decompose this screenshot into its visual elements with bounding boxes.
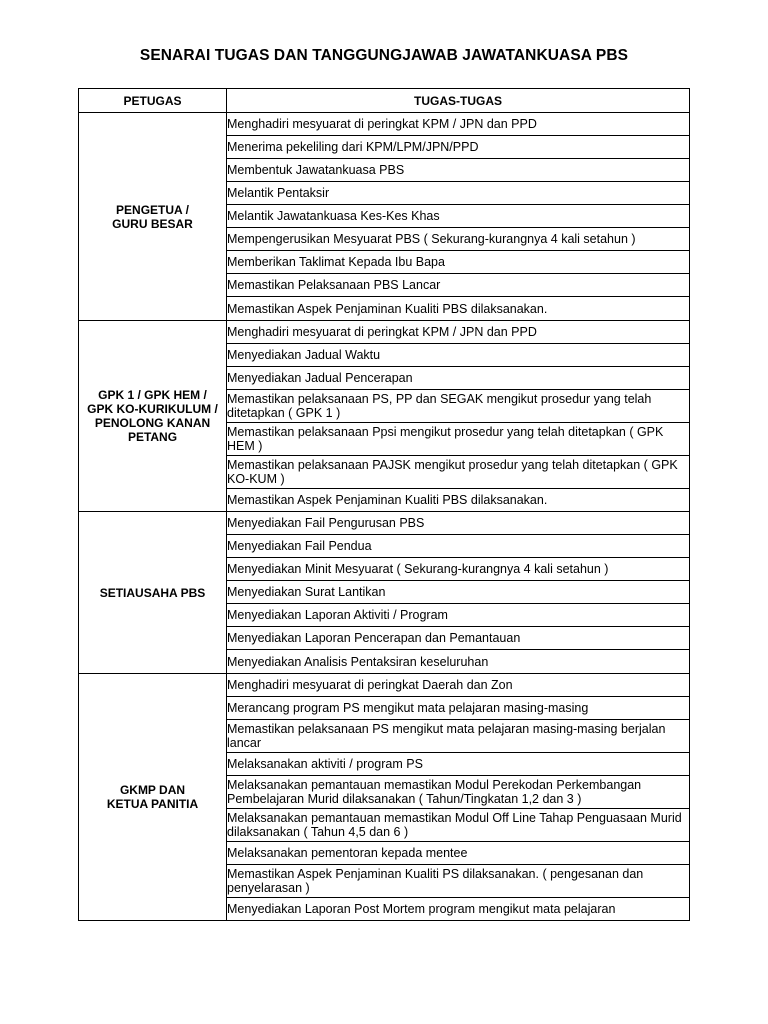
task-cell: Menerima pekeliling dari KPM/LPM/JPN/PPD [227, 136, 690, 159]
task-cell: Memastikan pelaksanaan Ppsi mengikut prosedur yang telah ditetapkan ( GPK HEM ) [227, 423, 690, 456]
task-cell: Memastikan pelaksanaan PS mengikut mata pelajaran masing-masing berjalan lancar [227, 720, 690, 753]
officer-cell [79, 113, 227, 321]
officer-label: GKMP DAN KETUA PANITIA [106, 783, 199, 811]
task-cell: Melaksanakan pemantauan memastikan Modul Perekodan Perkembangan Pembelajaran Murid dilaksanakan ( Tahun/Tingkatan 1,2 dan 3 ) [227, 776, 690, 809]
officer-cell [79, 674, 227, 921]
page-title: SENARAI TUGAS DAN TANGGUNGJAWAB JAWATANKUASA PBS [139, 47, 629, 64]
task-cell: Memastikan pelaksanaan PS, PP dan SEGAK mengikut prosedur yang telah ditetapkan ( GPK 1 ) [227, 390, 690, 423]
task-cell: Menyediakan Surat Lantikan [227, 581, 690, 604]
officer-label: PENGETUA / GURU BESAR [112, 202, 193, 231]
duty-table [78, 88, 690, 921]
task-cell: Melaksanakan pementoran kepada mentee [227, 842, 690, 865]
task-cell: Menyediakan Laporan Post Mortem program mengikut mata pelajaran [227, 898, 690, 921]
header-tasks: TUGAS-TUGAS [227, 89, 690, 113]
task-cell: Melantik Jawatankuasa Kes-Kes Khas [227, 205, 690, 228]
task-cell: Menyediakan Fail Pengurusan PBS [227, 512, 690, 535]
task-cell: Menyediakan Laporan Aktiviti / Program [227, 604, 690, 627]
task-cell: Memberikan Taklimat Kepada Ibu Bapa [227, 251, 690, 274]
task-cell: Menyediakan Minit Mesyuarat ( Sekurang-kurangnya 4 kali setahun ) [227, 558, 690, 581]
table-row [79, 512, 690, 535]
table-header-row [79, 89, 690, 113]
task-cell: Memastikan Aspek Penjaminan Kualiti PS dilaksanakan. ( pengesanan dan penyelarasan ) [227, 865, 690, 898]
task-cell: Memastikan Aspek Penjaminan Kualiti PBS dilaksanakan. [227, 489, 690, 512]
task-cell: Melaksanakan pemantauan memastikan Modul Off Line Tahap Penguasaan Murid dilaksanakan ( Tahun 4,5 dan 6 ) [227, 809, 690, 842]
task-cell: Menghadiri mesyuarat di peringkat KPM / JPN dan PPD [227, 321, 690, 344]
task-cell: Memastikan pelaksanaan PAJSK mengikut prosedur yang telah ditetapkan ( GPK KO-KUM ) [227, 456, 690, 489]
task-cell: Mempengerusikan Mesyuarat PBS ( Sekurang-kurangnya 4 kali setahun ) [227, 228, 690, 251]
table-row [79, 113, 690, 136]
task-cell: Melantik Pentaksir [227, 182, 690, 205]
officer-label: GPK 1 / GPK HEM / GPK KO-KURIKULUM / PENOLONG KANAN PETANG [87, 388, 218, 444]
task-cell: Merancang program PS mengikut mata pelajaran masing-masing [227, 697, 690, 720]
task-cell: Memastikan Pelaksanaan PBS Lancar [227, 274, 690, 297]
table-row [79, 674, 690, 697]
task-cell: Menyediakan Jadual Waktu [227, 344, 690, 367]
officer-cell [79, 321, 227, 512]
table-row [79, 321, 690, 344]
officer-cell [79, 512, 227, 674]
header-officer: PETUGAS [79, 89, 227, 113]
task-cell: Menyediakan Jadual Pencerapan [227, 367, 690, 390]
task-cell: Menyediakan Fail Pendua [227, 535, 690, 558]
task-cell: Menghadiri mesyuarat di peringkat Daerah dan Zon [227, 674, 690, 697]
task-cell: Memastikan Aspek Penjaminan Kualiti PBS dilaksanakan. [227, 297, 690, 321]
task-cell: Menghadiri mesyuarat di peringkat KPM / JPN dan PPD [227, 113, 690, 136]
officer-label: SETIAUSAHA PBS [99, 585, 206, 600]
task-cell: Menyediakan Laporan Pencerapan dan Pemantauan [227, 627, 690, 650]
task-cell: Membentuk Jawatankuasa PBS [227, 159, 690, 182]
task-cell: Menyediakan Analisis Pentaksiran keseluruhan [227, 650, 690, 674]
task-cell: Melaksanakan aktiviti / program PS [227, 753, 690, 776]
